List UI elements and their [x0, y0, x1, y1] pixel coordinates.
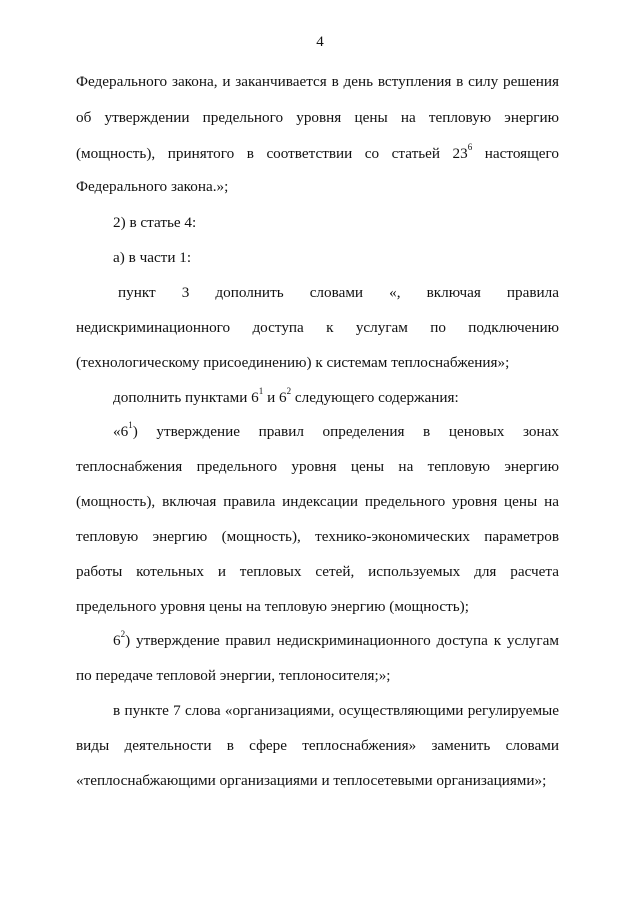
text-line: $6^2$) утверждение правил недискриминационного доступа к услугам: [113, 628, 559, 649]
text-line: об утверждении предельного уровня цены на тепловую энергию: [76, 109, 559, 126]
text-line: тепловую энергию (мощность), технико-экономических параметров: [76, 528, 559, 545]
text-line: (мощность), включая правила индексации предельного уровня цены на: [76, 493, 559, 510]
text-line: дополнить пунктами $6^1$ и $6^2$ следующего содержания:: [113, 385, 459, 406]
text-line: Федерального закона.»;: [76, 178, 229, 195]
text-line: а) в части 1:: [113, 249, 192, 266]
page-number: 4: [316, 34, 324, 50]
text-line: пункт 3 дополнить словами «, включая правила: [118, 284, 559, 301]
text-line: «$6^1$) утверждение правил определения в ценовых зонах: [113, 419, 559, 440]
text-line: (технологическому присоединению) к системам теплоснабжения»;: [76, 354, 510, 371]
text-line: работы котельных и тепловых сетей, используемых для расчета: [76, 563, 559, 580]
text-line: виды деятельности в сфере теплоснабжения» заменить словами: [76, 737, 559, 754]
text-line: недискриминационного доступа к услугам по подключению: [76, 319, 559, 336]
text-line: (мощность), принятого в соответствии со статьей $23^6$ настоящего: [76, 141, 559, 162]
text-line: предельного уровня цены на тепловую энергию (мощность);: [76, 598, 469, 615]
text-line: в пункте 7 слова «организациями, осуществляющими регулируемые: [113, 702, 559, 719]
text-line: «теплоснабжающими организациями и теплосетевыми организациями»;: [76, 772, 547, 789]
text-line: 2) в статье 4:: [113, 214, 197, 231]
text-line: теплоснабжения предельного уровня цены на тепловую энергию: [76, 458, 559, 475]
text-line: Федерального закона, и заканчивается в день вступления в силу решения: [76, 73, 559, 90]
text-line: по передаче тепловой энергии, теплоносителя;»;: [76, 667, 391, 684]
